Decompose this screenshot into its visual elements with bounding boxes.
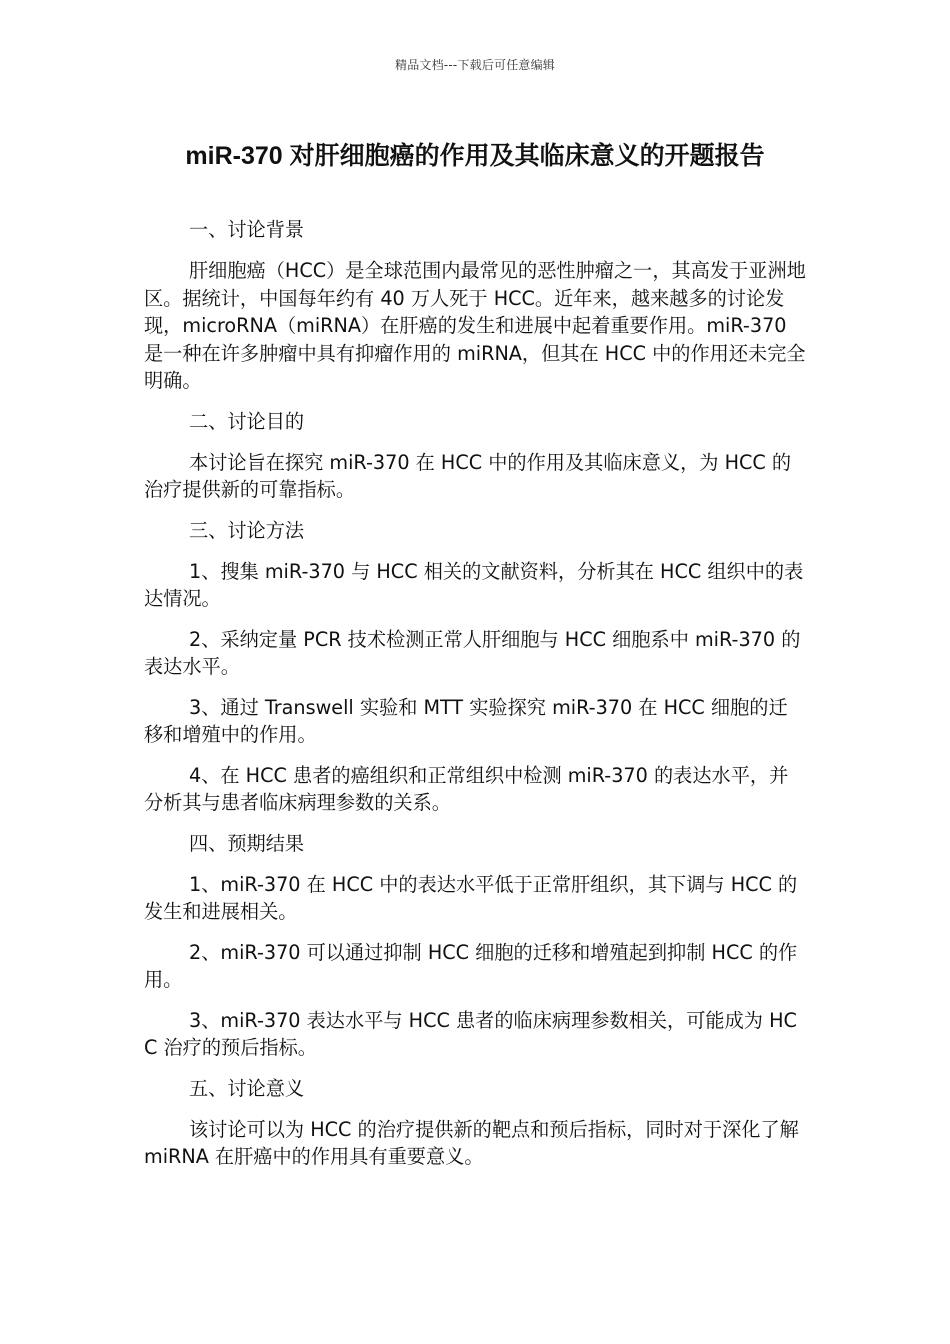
paragraph-significance: 该讨论可以为 HCC 的治疗提供新的靶点和预后指标，同时对于深化了解 miRNA 在肝癌中的作用具有重要意义。 — [144, 1117, 799, 1168]
paragraph-method-2: 2、采纳定量 PCR 技术检测正常人肝细胞与 HCC 细胞系中 miR-370 的表达水平。 — [144, 627, 801, 678]
section-heading-background: 一、讨论背景 — [189, 218, 305, 241]
section-heading-purpose: 二、讨论目的 — [189, 409, 305, 433]
paragraph-background: 肝细胞癌（HCC）是全球范围内最常见的恶性肿瘤之一，其高发于亚洲地区。据统计，中国每年约有 40 万人死于 HCC。近年来，越来越多的讨论发现，microRNA（miRNA）在肝癌的发生和进展中起着重要作用。miR-370 是一种在许多肿瘤中具有抑瘤作用的 miRNA，但其在 HCC 中的作用还未完全明确。 — [144, 259, 806, 392]
section-heading-methods: 三、讨论方法 — [189, 518, 305, 542]
document-body — [144, 216, 806, 1184]
header-note: 精品文档---下载后可任意编辑 — [395, 58, 555, 72]
paragraph-method-4: 4、在 HCC 患者的癌组织和正常组织中检测 miR-370 的表达水平，并分析其与患者临床病理参数的关系。 — [144, 763, 789, 814]
section-heading-significance: 五、讨论意义 — [189, 1076, 305, 1100]
paragraph-result-3: 3、miR-370 表达水平与 HCC 患者的临床病理参数相关，可能成为 HCC 治疗的预后指标。 — [144, 1008, 797, 1059]
paragraph-result-2: 2、miR-370 可以通过抑制 HCC 细胞的迁移和增殖起到抑制 HCC 的作用。 — [144, 940, 798, 991]
section-heading-expected-results: 四、预期结果 — [189, 831, 305, 855]
paragraph-method-1: 1、搜集 miR-370 与 HCC 相关的文献资料，分析其在 HCC 组织中的表达情况。 — [144, 559, 804, 610]
paragraph-purpose: 本讨论旨在探究 miR-370 在 HCC 中的作用及其临床意义，为 HCC 的治疗提供新的可靠指标。 — [144, 450, 792, 501]
paragraph-method-3: 3、通过 Transwell 实验和 MTT 实验探究 miR-370 在 HCC 细胞的迁移和增殖中的作用。 — [144, 695, 788, 746]
paragraph-result-1: 1、miR-370 在 HCC 中的表达水平低于正常肝组织，其下调与 HCC 的发生和进展相关。 — [144, 872, 798, 923]
document-title: miR-370 对肝细胞癌的作用及其临床意义的开题报告 — [185, 142, 765, 170]
